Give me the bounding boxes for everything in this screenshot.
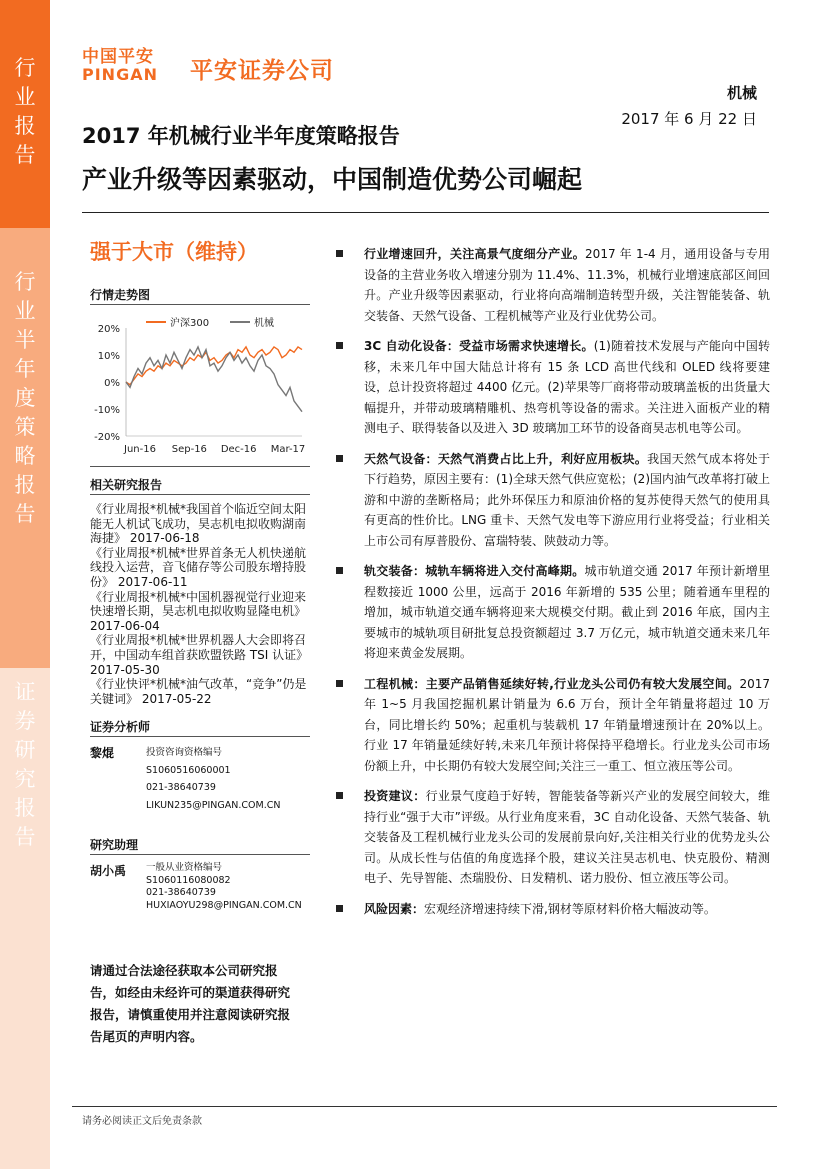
x-tick-label: Sep-16 bbox=[171, 444, 207, 455]
bullet-square-icon bbox=[336, 250, 343, 257]
bullet-lead: 行业增速回升，关注高景气度细分产业。 bbox=[364, 247, 586, 261]
related-research-list bbox=[90, 502, 312, 706]
chart-bottom-divider bbox=[90, 466, 310, 467]
bullet-text: 2017 年 1-4 月，通用设备与专用设备的主营业务收入增速分别为 11.4%、11.3%，机械行业增速底部区间回升。产业升级等因素驱动，行业将向高端制造转型升级，关注智能装备、轨交装备、天然气设备、工程机械等产业及行业优势公司。 bbox=[364, 247, 770, 323]
bullet-text: (1)随着技术发展与产能向中国转移，未来几年中国大陆总计将有 15 条 LCD 高世代线和 OLED 线将要建设，总计投资将超过 4400 亿元。(2)苹果等厂商将带动玻璃盖板的出货量大幅提升，并带动玻璃精雕机、热弯机等设备的需求。关注进入面板产业的精测电子、联得装备以及进入 3D 玻璃加工环节的设备商昊志机电等公司。 bbox=[364, 339, 770, 435]
bullet-text: 城市轨道交通 2017 年预计新增里程数接近 1000 公里，远高于 2016 年新增的 535 公里；随着通车里程的增加，城市轨道交通车辆将迎来大规模交付期。截止到 2016 年底，国内主要城市的城轨项目研批复总投资额超过 3.7 万亿元，城市轨道交通未来几年将迎来黄金发展期。 bbox=[364, 564, 770, 660]
key-points bbox=[336, 244, 770, 929]
chart-series bbox=[126, 347, 302, 412]
series-line bbox=[126, 347, 302, 412]
company-name: 平安证券公司 bbox=[190, 58, 334, 84]
footer-disclaimer-link[interactable]: 请务必阅读正文后免责条款 bbox=[82, 1116, 202, 1127]
bullet-square-icon bbox=[336, 905, 343, 912]
bullet-square-icon bbox=[336, 680, 343, 687]
logo-english: PINGAN bbox=[82, 65, 158, 84]
bullet-text: 2017 年 1~5 月我国挖掘机累计销量为 6.6 万台，预计全年销量将超过 10 万台，同比增长约 50%；起重机与装载机 17 年销量增速预计在 20%以上。行业 17 年销量延续好转,未来几年预计将保持平稳增长。行业龙头公司市场份额上升，中长期仍有较大发展空间;关注三一重工、恒立液压等公司。 bbox=[364, 676, 770, 773]
research-item[interactable]: 《行业周报*机械*中国机器视觉行业迎来快速增长期，昊志机电拟收购显隆电机》 2017-06-04 bbox=[90, 589, 307, 633]
bullet-investment-advice bbox=[336, 786, 770, 889]
logo-chinese: 中国平安 bbox=[82, 47, 154, 67]
assistant-name: 胡小禹 bbox=[90, 864, 127, 878]
assistant-email[interactable]: HUXIAOYU298@PINGAN.COM.CN bbox=[146, 899, 302, 911]
related-research-label: 相关研究报告 bbox=[90, 478, 163, 492]
analyst-qualification: 投资咨询资格编号 bbox=[146, 747, 223, 758]
rating-badge: 强于大市（维持） bbox=[90, 240, 258, 264]
assistant-label: 研究助理 bbox=[90, 838, 139, 852]
research-item[interactable]: 《行业周报*机械*世界首条无人机快递航线投入运营，音飞储存等公司股东增持股份》 2017-06-11 bbox=[90, 545, 307, 589]
bullet-lead: 投资建议： bbox=[364, 789, 426, 803]
assistant-license: S1060116080082 bbox=[146, 874, 231, 886]
analyst-name: 黎焜 bbox=[90, 746, 115, 760]
analyst-license: S1060516060001 bbox=[146, 764, 231, 776]
market-trend-divider bbox=[90, 304, 310, 305]
report-headline: 产业升级等因素驱动，中国制造优势公司崛起 bbox=[82, 165, 583, 194]
y-tick-label: -20% bbox=[94, 432, 120, 443]
analyst-email[interactable]: LIKUN235@PINGAN.COM.CN bbox=[146, 799, 281, 811]
header-divider bbox=[82, 212, 769, 213]
analyst-label: 证券分析师 bbox=[90, 720, 151, 734]
analyst-divider bbox=[90, 736, 310, 737]
research-item[interactable]: 《行业周报*机械*我国首个临近空间太阳能无人机试飞成功，昊志机电拟收购湖南海捷》 2017-06-18 bbox=[90, 502, 307, 546]
report-date: 2017 年 6 月 22 日 bbox=[621, 110, 757, 128]
chart-legend bbox=[146, 316, 274, 329]
bullet-natural-gas bbox=[336, 449, 770, 552]
bullet-text: 宏观经济增速持续下滑,钢材等原材料价格大幅波动等。 bbox=[424, 901, 716, 916]
legend-label: 沪深300 bbox=[170, 318, 210, 329]
bullet-square-icon bbox=[336, 455, 343, 462]
related-research-divider bbox=[90, 494, 310, 495]
sector-label: 机械 bbox=[726, 84, 757, 102]
bullet-text: 我国天然气成本将处于下行趋势，原因主要有：(1)全球天然气供应宽松；(2)国内油气改革将打破上游和中游的垄断格局；此外环保压力和原油价格的复苏使得天然气的使用具有更高的性价比。LNG 重卡、天然气发电等下游应用行业将受益；行业相关上市公司有厚普股份、富瑞特装、陕鼓动力等。 bbox=[364, 451, 770, 548]
bullet-construction-machinery bbox=[336, 674, 770, 777]
sidebar-label-report-subtype: 行 业 半 年 度 策 略 报 告 bbox=[14, 270, 36, 526]
access-disclaimer: 请通过合法途径获取本公司研究报告，如经由未经许可的渠道获得研究报告，请慎重使用并注意阅读研究报告尾页的声明内容。 bbox=[90, 963, 291, 1044]
bullet-lead: 工程机械：主要产品销售延续好转,行业龙头公司仍有较大发展空间。 bbox=[364, 676, 740, 691]
assistant-qualification: 一般从业资格编号 bbox=[146, 862, 223, 873]
y-tick-label: 20% bbox=[97, 324, 120, 335]
research-item[interactable]: 《行业快评*机械*油气改革，“竞争”仍是关键词》 2017-05-22 bbox=[90, 677, 307, 706]
x-tick-label: Jun-16 bbox=[124, 444, 156, 455]
footer-divider bbox=[72, 1106, 777, 1107]
bullet-growth bbox=[336, 244, 770, 326]
bullet-lead: 天然气设备：天然气消费占比上升，利好应用板块。 bbox=[364, 451, 648, 466]
analyst-info bbox=[146, 744, 280, 814]
assistant-phone: 021-38640739 bbox=[146, 887, 216, 898]
y-tick-label: 10% bbox=[97, 351, 120, 362]
analyst-phone: 021-38640739 bbox=[146, 782, 216, 793]
x-tick-label: Mar-17 bbox=[270, 444, 306, 455]
bullet-square-icon bbox=[336, 567, 343, 574]
y-tick-label: -10% bbox=[94, 405, 120, 416]
legend-label: 机械 bbox=[254, 318, 274, 329]
sidebar-label-securities: 证 券 研 究 报 告 bbox=[14, 680, 36, 849]
sidebar bbox=[0, 0, 50, 1169]
x-tick-label: Dec-16 bbox=[220, 444, 257, 455]
research-item[interactable]: 《行业周报*机械*世界机器人大会即将召开，中国动车组首获欧盟铁路 TSI 认证》 2017-05-30 bbox=[90, 633, 309, 677]
pingan-logo bbox=[82, 42, 158, 84]
bullet-risk-factors bbox=[336, 899, 770, 920]
bullet-square-icon bbox=[336, 342, 343, 349]
bullet-lead: 3C 自动化设备：受益市场需求快速增长。 bbox=[364, 339, 594, 353]
y-tick-label: 0% bbox=[104, 378, 120, 389]
chart-axes bbox=[94, 324, 305, 455]
bullet-square-icon bbox=[336, 792, 343, 799]
bullet-lead: 风险因素： bbox=[364, 901, 425, 916]
assistant-info bbox=[146, 862, 302, 912]
market-trend-label: 行情走势图 bbox=[90, 288, 151, 302]
bullet-lead: 轨交装备：城轨车辆将进入交付高峰期。 bbox=[364, 564, 585, 578]
report-title: 2017 年机械行业半年度策略报告 bbox=[82, 124, 400, 148]
assistant-divider bbox=[90, 854, 310, 855]
market-trend-chart bbox=[86, 312, 314, 462]
bullet-3c-automation bbox=[336, 336, 770, 439]
sidebar-label-report-type: 行 业 报 告 bbox=[14, 56, 36, 167]
bullet-text: 行业景气度趋于好转，智能装备等新兴产业的发展空间较大，维持行业“强于大市”评级。从行业角度来看，3C 自动化设备、天然气装备、轨交装备及工程机械行业龙头公司的发展前景向好,关注相关行业的优势龙头公司。从成长性与估值的角度选择个股，建议关注昊志机电、快克股份、精测电子、先导智能、杰瑞股份、日发精机、诺力股份、恒立液压等公司。 bbox=[364, 789, 770, 885]
bullet-rail-transit bbox=[336, 561, 770, 664]
